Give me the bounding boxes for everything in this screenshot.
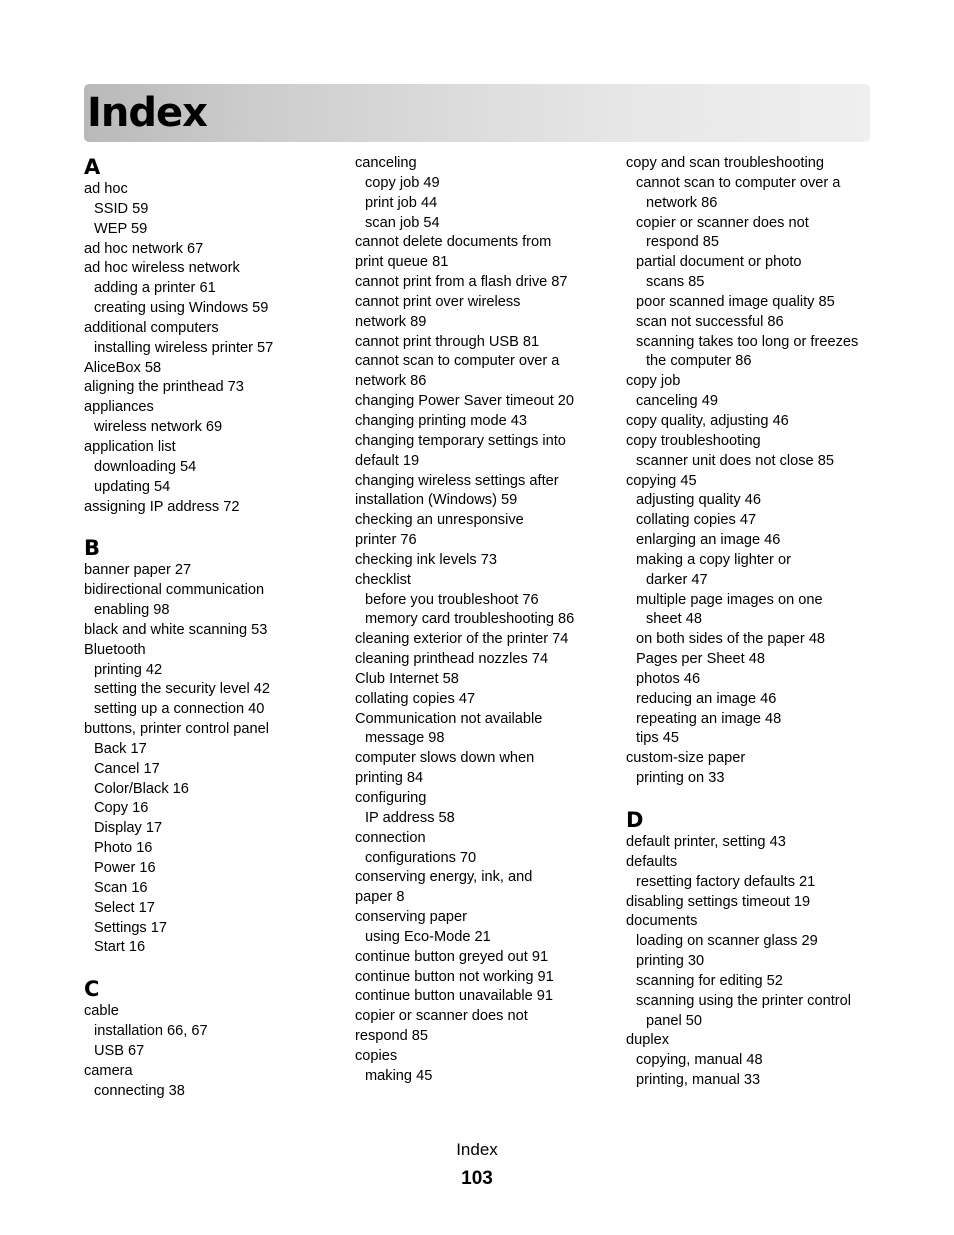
index-column-3 [626,154,876,1091]
index-subentry: setting the security level 42 [94,681,271,698]
index-entry: copy job [626,373,681,390]
index-subentry: making 45 [365,1067,433,1084]
index-subentry: print job 44 [365,194,438,211]
index-subentry: adjusting quality 46 [636,492,761,509]
index-column-2 [355,154,617,1087]
index-entry: ad hoc [84,181,128,197]
index-entry: cannot print through USB 81 [355,333,540,350]
index-entry: installation (Windows) 59 [355,492,518,509]
index-entry: duplex [626,1032,670,1049]
index-subentry-continuation: scans 85 [646,274,705,291]
index-subentry: poor scanned image quality 85 [636,293,835,310]
index-subentry-continuation: sheet 48 [646,611,702,628]
index-subentry: WEP 59 [94,220,148,237]
index-subentry: downloading 54 [94,458,197,475]
index-subentry: wireless network 69 [94,419,223,436]
index-entry-continuation: message 98 [365,730,445,747]
index-entry: print queue 81 [355,254,449,271]
index-entry: conserving energy, ink, and [355,869,533,886]
index-entry: continue button greyed out 91 [355,948,549,965]
index-entry: copy quality, adjusting 46 [626,412,789,429]
index-subentry-continuation: panel 50 [646,1012,702,1029]
index-subentry: SSID 59 [94,200,149,217]
index-subentry: adding a printer 61 [94,280,216,297]
index-subentry-continuation: respond 85 [646,234,720,251]
index-entry: respond 85 [355,1028,429,1045]
index-entry: checking an unresponsive [355,512,524,529]
index-entry: canceling [355,155,417,171]
index-entry: AliceBox 58 [84,359,162,376]
index-subentry: collating copies 47 [636,512,757,529]
index-entry: continue button unavailable 91 [355,988,553,1005]
index-subentry: USB 67 [94,1042,145,1059]
index-entry: cannot scan to computer over a [355,353,560,370]
index-subentry: before you troubleshoot 76 [365,591,539,608]
index-subentry: scanning for editing 52 [636,972,783,989]
index-subentry: cannot scan to computer over a [636,174,841,191]
index-entry: appliances [84,399,154,416]
index-subentry: Display 17 [94,820,163,837]
index-subentry: printing on 33 [636,770,725,787]
index-subentry: creating using Windows 59 [94,300,269,317]
index-entry: documents [626,913,698,930]
index-entry: checklist [355,571,411,588]
index-subentry: Settings 17 [94,919,168,936]
index-entry: paper 8 [355,889,405,906]
index-subentry: memory card troubleshooting 86 [365,611,575,628]
index-subentry: Select 17 [94,899,155,916]
index-entry: custom‑size paper [626,750,746,767]
index-entry: cannot delete documents from [355,234,552,251]
index-entry: application list [84,438,176,455]
index-entry: changing wireless settings after [355,472,559,489]
index-subentry: scan job 54 [365,214,440,231]
index-entry: black and white scanning 53 [84,621,268,638]
index-subentry: configurations 70 [365,849,477,866]
index-entry: changing temporary settings into [355,432,566,449]
index-subentry: updating 54 [94,478,171,495]
index-subentry: Pages per Sheet 48 [636,651,766,668]
index-subentry: printing, manual 33 [636,1072,761,1089]
index-subentry: Scan 16 [94,879,148,896]
index-entry: printer 76 [355,532,417,549]
index-entry: configuring [355,790,427,806]
index-entry: checking ink levels 73 [355,551,497,568]
index-entry: copying 45 [626,472,697,489]
page-number: 103 [461,1168,493,1189]
index-subentry: Power 16 [94,860,156,876]
index-subentry: Photo 16 [94,840,153,857]
index-entry: printing 84 [355,770,424,787]
index-entry: Communication not available [355,710,543,727]
index-subentry: repeating an image 48 [636,710,782,727]
section-letter: D [626,808,644,832]
index-entry: copy and scan troubleshooting [626,155,824,171]
index-entry: default printer, setting 43 [626,834,786,850]
index-entry: camera [84,1062,133,1079]
index-entry: copy troubleshooting [626,432,761,449]
index-entry: cleaning exterior of the printer 74 [355,631,569,648]
index-entry: buttons, printer control panel [84,721,269,738]
index-subentry: Cancel 17 [94,760,160,777]
index-column-1 [84,154,346,1101]
index-subentry: resetting factory defaults 21 [636,873,816,890]
index-subentry: multiple page images on one [636,591,823,608]
index-subentry: installation 66, 67 [94,1023,208,1040]
index-subentry: partial document or photo [636,254,802,271]
index-subentry: copier or scanner does not [636,214,809,231]
footer-label: Index [456,1140,498,1159]
index-entry: conserving paper [355,909,467,926]
index-entry: changing printing mode 43 [355,412,528,429]
index-subentry: Back 17 [94,740,147,757]
index-subentry: scanner unit does not close 85 [636,452,834,469]
index-entry: defaults [626,853,678,870]
index-subentry: Start 16 [94,939,146,956]
index-entry: changing Power Saver timeout 20 [355,393,575,410]
index-entry: cable [84,1003,119,1020]
index-entry: copies [355,1047,398,1064]
page-title: Index [87,90,207,136]
index-entry: connection [355,829,426,846]
index-subentry: enlarging an image 46 [636,532,781,549]
section-letter: A [84,155,101,179]
index-subentry-continuation: network 86 [646,194,718,211]
index-entry: cannot print from a flash drive 87 [355,274,568,291]
index-subentry: tips 45 [636,730,679,747]
index-subentry: IP address 58 [365,809,455,826]
index-subentry: photos 46 [636,670,701,687]
section-letter: B [84,536,101,561]
index-entry: computer slows down when [355,750,535,767]
index-subentry: canceling 49 [636,393,718,410]
index-entry: Club Internet 58 [355,670,459,687]
index-subentry: enabling 98 [94,602,170,619]
index-subentry: scanning takes too long or freezes [636,333,859,350]
index-subentry: using Eco‑Mode 21 [365,928,491,945]
index-entry: additional computers [84,319,219,336]
index-entry: ad hoc network 67 [84,240,204,257]
index-entry: bidirectional communication [84,582,265,599]
index-subentry: making a copy lighter or [636,551,791,568]
index-entry: cleaning printhead nozzles 74 [355,651,549,668]
index-entry: banner paper 27 [84,562,192,579]
index-subentry: loading on scanner glass 29 [636,933,818,950]
index-subentry: printing 42 [94,661,163,678]
index-subentry: copy job 49 [365,174,440,191]
index-subentry: connecting 38 [94,1082,185,1099]
index-entry: collating copies 47 [355,690,476,707]
index-entry: ad hoc wireless network [84,260,240,277]
index-entry: copier or scanner does not [355,1008,528,1025]
index-subentry-continuation: darker 47 [646,571,708,588]
index-subentry: printing 30 [636,953,705,970]
index-entry: network 86 [355,373,427,390]
index-entry: assigning IP address 72 [84,498,240,515]
index-subentry: copying, manual 48 [636,1052,763,1069]
index-subentry: scan not successful 86 [636,313,784,330]
index-subentry: scanning using the printer control [636,992,851,1009]
index-entry: continue button not working 91 [355,968,554,985]
index-entry: Bluetooth [84,641,146,658]
index-subentry: Copy 16 [94,800,149,817]
index-subentry: Color/Black 16 [94,780,189,797]
index-subentry-continuation: the computer 86 [646,353,752,370]
index-entry: disabling settings timeout 19 [626,893,811,910]
index-subentry: setting up a connection 40 [94,701,265,718]
index-entry: network 89 [355,313,427,330]
index-subentry: installing wireless printer 57 [94,339,274,356]
index-entry: aligning the printhead 73 [84,379,244,396]
index-entry: cannot print over wireless [355,293,521,310]
index-subentry: on both sides of the paper 48 [636,631,826,648]
index-entry: default 19 [355,452,420,469]
index-subentry: reducing an image 46 [636,690,777,707]
section-letter: C [84,977,100,1002]
